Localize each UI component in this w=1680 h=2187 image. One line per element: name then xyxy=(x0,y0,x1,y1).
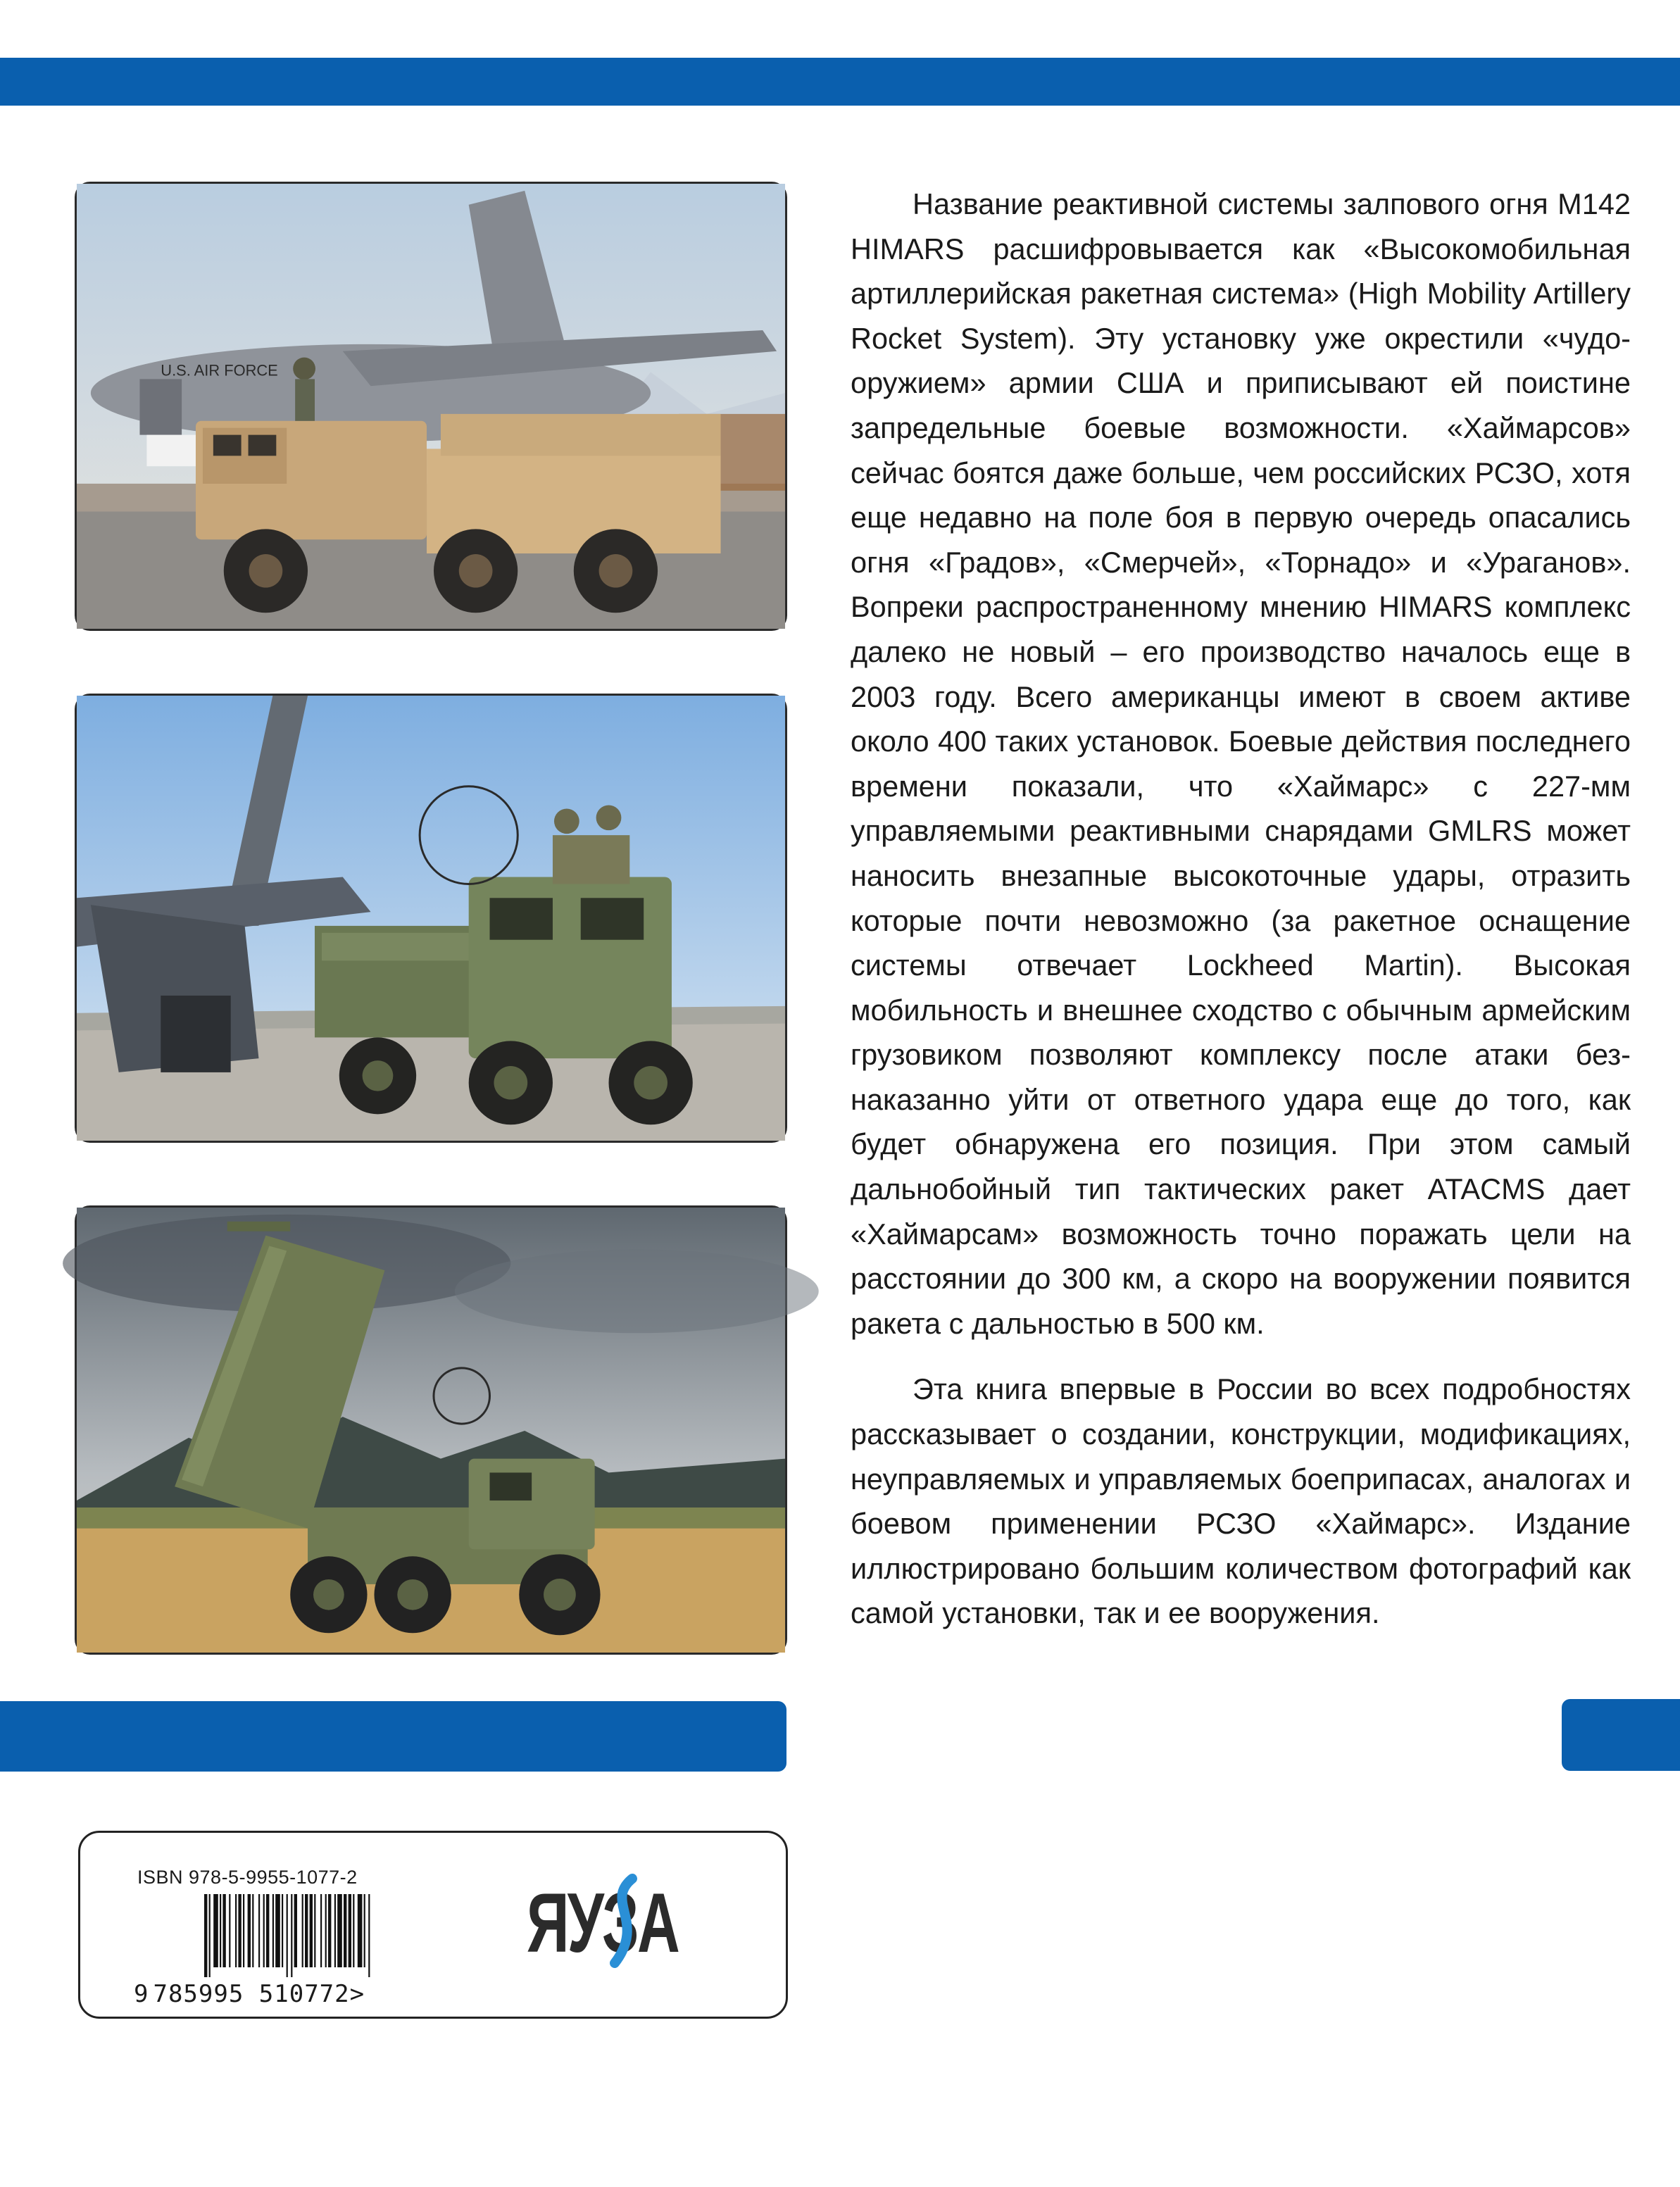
barcode-lead-digit: 9 xyxy=(134,1980,149,2008)
body-paragraph-1: Название реактивной системы залпового огня M142 HIMARS расшифровывается как «Высокомобильная артиллерийская ракетная система» (High Mobility Artillery Rocket System). Эту установку уже окрестили «чудо-оружием» армии США и приписывают ей поистине запредельные боевые возможности. «Хаймарсов» сейчас боятся даже больше, чем российских РСЗО, хотя еще недавно на поле боя в первую очередь опасались огня «Градов», «Смерчей», «Торнадо» и «Ураганов». Вопреки распространенному мнению HIMARS комплекс далеко не новый – его производство началось еще в 2003 году. Всего американцы имеют в своем активе около 400 таких установок. Боевые действия последнего времени показали, что «Хаймарс» с 227-мм управляемыми реактивными снарядами GMLRS может наносить внезапные высокоточные удары, отразить которые почти невозможно (за ракетное оснащение системы отвечает Lockheed Martin). Высокая мобильность и внешнее сходство с обычным армейским грузовиком позволяют комплексу после атаки безнаказанно уйти от ответного удара еще до того, как будет обнаружена его позиция. При этом самый дальнобойный тип тактических ракет ATACMS дает «Хаймарсам» возможность точно поражать цели на расстоянии до 300 км, а скоро на вооружении появится ракета с дальностью в 500 км. xyxy=(851,187,1631,1340)
top-color-band xyxy=(0,58,1680,106)
barcode-bar xyxy=(238,1894,241,1967)
body-text xyxy=(851,182,1631,1636)
barcode-bar xyxy=(305,1894,308,1967)
barcode-bar xyxy=(364,1894,365,1967)
barcode-bar xyxy=(243,1894,244,1967)
photo-himars-c130 xyxy=(75,694,787,1143)
aircraft-marking: U.S. AIR FORCE xyxy=(161,361,278,380)
publisher-logo-text: ЯУЗА xyxy=(527,1876,679,1970)
barcode-bar xyxy=(310,1894,313,1967)
mid-color-band-right xyxy=(1562,1699,1680,1771)
barcode-bar xyxy=(258,1894,260,1967)
barcode-bar xyxy=(209,1894,211,1977)
barcode-bar xyxy=(220,1894,221,1967)
photo-himars-raised-pod xyxy=(75,1205,787,1655)
barcode-bar xyxy=(266,1894,269,1967)
barcode-bar xyxy=(320,1894,322,1967)
barcode-bar xyxy=(229,1894,230,1967)
barcode-digits-group-1: 785995 xyxy=(153,1980,244,2008)
barcode-bar xyxy=(334,1894,336,1967)
barcode-bar xyxy=(353,1894,354,1967)
barcode-digits xyxy=(134,1980,451,2008)
barcode-digits-group-2: 510772 xyxy=(258,1980,350,2008)
barcode-icon xyxy=(204,1894,437,1977)
barcode-bar xyxy=(287,1894,288,1977)
barcode-bar xyxy=(235,1894,237,1967)
barcode-bar xyxy=(282,1894,283,1967)
barcode-bar xyxy=(294,1894,297,1967)
barcode-bar xyxy=(204,1894,207,1977)
barcode-bar xyxy=(344,1894,346,1967)
publisher-logo xyxy=(527,1873,682,1970)
barcode-bar xyxy=(358,1894,363,1967)
barcode-digits-tail: > xyxy=(349,1980,365,2008)
barcode-bar xyxy=(368,1894,370,1977)
barcode-bar xyxy=(349,1894,351,1967)
barcode-bar xyxy=(337,1894,342,1967)
barcode-bar xyxy=(272,1894,274,1967)
body-paragraph-2: Эта книга впервые в России во всех подробностях рассказывает о создании, конструкции, модификациях, неуправляемых и управляемых боеприпасах, аналогах и боевом применении РСЗО «Хаймарс». Издание иллюстрировано большим количеством фотографий как самой установки, так и ее вооружения. xyxy=(851,1372,1631,1630)
barcode-bar xyxy=(275,1894,280,1967)
barcode-bar xyxy=(248,1894,251,1967)
barcode-bar xyxy=(213,1894,218,1967)
barcode-bar xyxy=(314,1894,315,1967)
barcode-bar xyxy=(302,1894,303,1967)
barcode-bar xyxy=(263,1894,265,1967)
photo-3-illustration xyxy=(77,1208,785,1653)
photo-1-illustration xyxy=(77,184,785,629)
mid-color-band-left xyxy=(0,1701,786,1772)
photo-himars-c17 xyxy=(75,182,787,631)
barcode-bar xyxy=(328,1894,331,1967)
barcode-bar xyxy=(291,1894,292,1977)
barcode-bar xyxy=(222,1894,225,1967)
photo-2-illustration xyxy=(77,696,785,1141)
barcode-bar xyxy=(325,1894,327,1967)
barcode-bar xyxy=(252,1894,253,1967)
isbn-label: ISBN 978-5-9955-1077-2 xyxy=(137,1867,358,1888)
